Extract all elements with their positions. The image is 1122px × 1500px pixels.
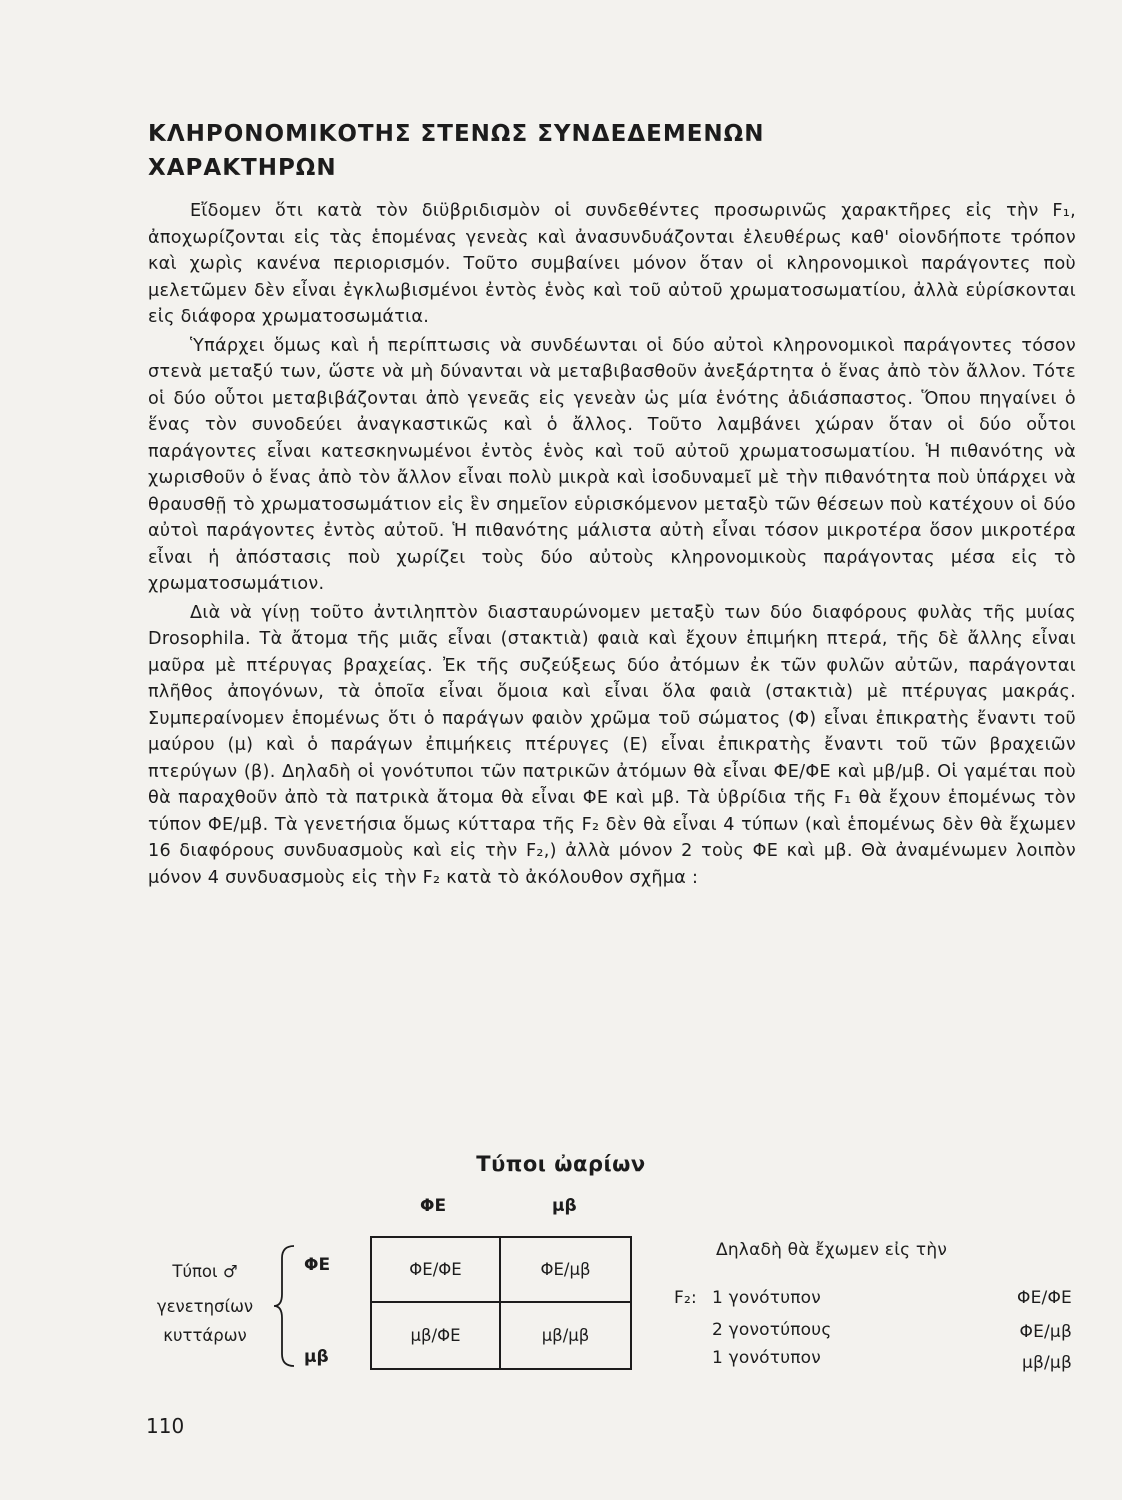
grid-cell: μβ/μβ	[541, 1326, 590, 1345]
grid-cell: μβ/ΦΕ	[372, 1303, 501, 1368]
body-text	[148, 198, 1076, 893]
summary-prefix: F₂:	[674, 1288, 697, 1308]
side-label-line-3: κυττάρων	[163, 1326, 247, 1345]
summary-genotype-1: ΦΕ/ΦΕ	[1017, 1288, 1072, 1308]
row-header-fe: ΦΕ	[304, 1255, 331, 1275]
column-header-fe: ΦΕ	[420, 1196, 447, 1216]
summary-intro: Δηλαδὴ θὰ ἔχωμεν εἰς τὴν	[716, 1240, 948, 1260]
side-label-line-2: γενετησίων	[156, 1297, 254, 1316]
summary-count-2: 2 γονοτύπους	[712, 1320, 832, 1340]
grid-cell: ΦΕ/μβ	[501, 1238, 630, 1303]
column-header-mb: μβ	[552, 1196, 577, 1216]
chapter-title	[148, 117, 908, 185]
summary-genotype-3: μβ/μβ	[1021, 1353, 1072, 1373]
title-line-1: ΚΛΗΡΟΝΟΜΙΚΟΤΗΣ ΣΤΕΝΩΣ ΣΥΝΔΕΔΕΜΕΝΩΝ	[148, 121, 765, 147]
row-header-mb: μβ	[304, 1347, 329, 1367]
summary-genotype-2: ΦΕ/μβ	[1019, 1322, 1072, 1342]
summary-count-1: 1 γονότυπον	[712, 1288, 821, 1308]
title-line-2: ΧΑΡΑΚΤΗΡΩΝ	[148, 155, 337, 181]
page-number: 110	[146, 1414, 185, 1438]
grid-cell: ΦΕ/ΦΕ	[372, 1238, 501, 1303]
summary-count-3: 1 γονότυπον	[712, 1348, 821, 1368]
punnett-square	[370, 1236, 632, 1370]
paragraph-2: Ὑπάρχει ὅμως καὶ ἡ περίπτωσις νὰ συνδέωνται οἱ δύο αὐτοὶ κληρονομικοὶ παράγοντες τόσον στενὰ μεταξύ των, ὥστε νὰ μὴ δύνανται νὰ μεταβιβασθοῦν ἀνεξάρτητα ὁ ἕνας ἀπὸ τὸν ἄλλον. Τότε οἱ δύο οὗτοι μεταβιβάζονται ἀπὸ γενεᾶς εἰς γενεὰν ὡς μία ἑνότης ἀδιάσπαστος. Ὅπου πηγαίνει ὁ ἕνας τὸν συνοδεύει ἀναγκαστικῶς καὶ ὁ ἄλλος. Τοῦτο λαμβάνει χώραν ὅταν οἱ δύο οὗτοι παράγοντες εἶναι κατεσκηνωμένοι ἐντὸς ἑνὸς καὶ τοῦ αὐτοῦ χρωματοσωματίου. Ἡ πιθανότης νὰ χωρισθοῦν ὁ ἕνας ἀπὸ τὸν ἄλλον εἶναι πολὺ μικρὰ καὶ ἰσοδυναμεῖ μὲ τὴν πιθανότητα ποὺ ὑπάρχει νὰ θραυσθῇ τὸ χρωματοσωμάτιον εἰς ἓν σημεῖον εὑρισκόμενον μεταξὺ τῶν θέσεων ποὺ κατέχουν οἱ δύο αὐτοὶ παράγοντες ἐντὸς αὐτοῦ. Ἡ πιθανότης μάλιστα αὐτὴ εἶναι τόσον μικροτέρα ὅσον μικροτέρα εἶναι ἡ ἀπόστασις ποὺ χωρίζει τοὺς δύο αὐτοὺς κληρονομικοὺς παράγοντας μέσα εἰς τὸ χρωματοσωμάτιον.	[148, 335, 1076, 594]
figure-title: Τύποι ὠαρίων	[476, 1152, 646, 1176]
curly-brace-icon	[272, 1244, 298, 1368]
paragraph-1: Εἴδομεν ὅτι κατὰ τὸν διϋβριδισμὸν οἱ συνδεθέντες προσωρινῶς χαρακτῆρες εἰς τὴν F₁, ἀποχωρίζονται εἰς τὰς ἑπομένας γενεὰς καὶ ἀνασυνδυάζονται ἐλευθέρως καθ' οἱονδήποτε τρόπον καὶ χωρὶς κανένα περιορισμόν. Τοῦτο συμβαίνει μόνον ὅταν οἱ κληρονομικοὶ παράγοντες ποὺ μελετῶμεν δὲν εἶναι ἐγκλωβισμένοι ἐντὸς ἑνὸς καὶ τοῦ αὐτοῦ χρωματοσωματίου, ἀλλὰ εὑρίσκονται εἰς διάφορα χρωματοσωμάτια.	[148, 201, 1076, 327]
paragraph-3: Διὰ νὰ γίνῃ τοῦτο ἀντιληπτὸν διασταυρώνομεν μεταξὺ των δύο διαφόρους φυλὰς τῆς μυίας Drosophila. Τὰ ἄτομα τῆς μιᾶς εἶναι (στακτιὰ) φαιὰ καὶ ἔχουν ἐπιμήκη πτερά, τῆς δὲ ἄλλης εἶναι μαῦρα μὲ πτέρυγας βραχείας. Ἐκ τῆς συζεύξεως δύο ἀτόμων ἐκ τῶν φυλῶν αὐτῶν, παράγονται πλῆθος ἀπογόνων, τὰ ὁποῖα εἶναι ὅμοια καὶ εἶναι ὅλα φαιὰ (στακτιὰ) μὲ πτέρυγας μακράς. Συμπεραίνομεν ἑπομένως ὅτι ὁ παράγων φαιὸν χρῶμα τοῦ σώματος (Φ) εἶναι ἐπικρατὴς ἔναντι τοῦ μαύρου (μ) καὶ ὁ παράγων ἐπιμήκεις πτέρυγες (Ε) εἶναι ἐπικρατὴς ἔναντι τοῦ τῶν βραχειῶν πτερύγων (β). Δηλαδὴ οἱ γονότυποι τῶν πατρικῶν ἀτόμων θὰ εἶναι ΦΕ/ΦΕ καὶ μβ/μβ. Οἱ γαμέται ποὺ θὰ παραχθοῦν ἀπὸ τὰ πατρικὰ ἄτομα θὰ εἶναι ΦΕ καὶ μβ. Τὰ ὑβρίδια τῆς F₁ θὰ ἔχουν ἑπομένως τὸν τύπον ΦΕ/μβ. Τὰ γενετήσια ὅμως κύτταρα τῆς F₂ δὲν θὰ εἶναι 4 τύπων (καὶ ἑπομένως δὲν θὰ ἔχωμεν 16 διαφόρους συνδυασμοὺς καὶ εἰς τὴν F₂,) ἀλλὰ μόνον 2 τοὺς ΦΕ καὶ μβ. Θὰ ἀναμένωμεν λοιπὸν μόνον 4 συνδυασμοὺς εἰς τὴν F₂ κατὰ τὸ ἀκόλουθον σχῆμα :	[148, 602, 1076, 888]
side-label-line-1: Τύποι ♂	[172, 1262, 238, 1281]
